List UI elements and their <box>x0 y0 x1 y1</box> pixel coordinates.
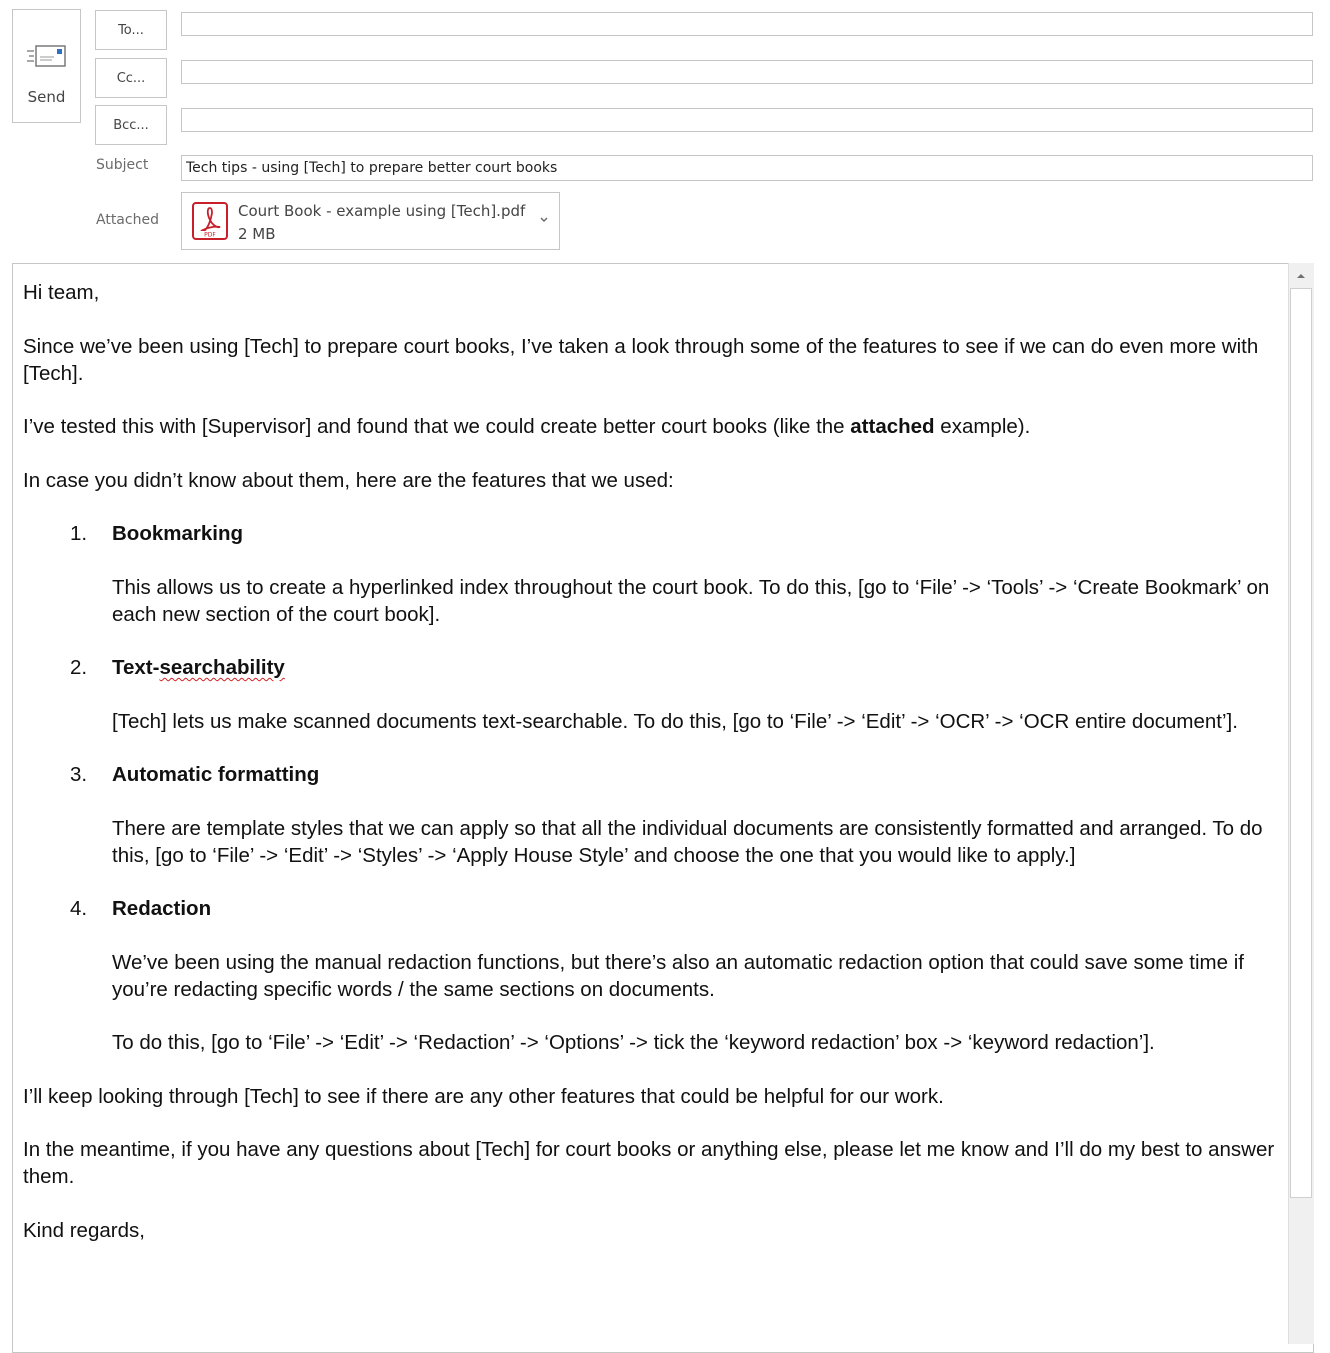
list-number: 4. <box>70 897 88 920</box>
feature-description: There are template styles that we can apply so that all the individual documents are consistently formatted and arranged. To do this, [go to ‘File’ -> ‘Edit’ -> ‘Styles’ -> ‘Apply House Style’ and choose the one that you would like to apply.] <box>112 816 1263 867</box>
paragraph-tested-end: example). <box>934 415 1031 438</box>
feature-item <box>70 520 1283 628</box>
feature-description: To do this, [go to ‘File’ -> ‘Edit’ -> ‘Redaction’ -> ‘Options’ -> tick the ‘keyword redaction’ box -> ‘keyword redaction’]. <box>112 1031 1155 1054</box>
feature-description: We’ve been using the manual redaction functions, but there’s also an automatic redaction option that could save some time if you’re redacting specific words / the same sections on documents. <box>112 950 1244 1001</box>
pdf-icon <box>192 202 228 245</box>
scroll-up-arrow-icon[interactable] <box>1289 265 1313 287</box>
to-button[interactable]: To... <box>95 10 167 50</box>
attachment-chip[interactable] <box>181 192 560 250</box>
paragraph-meantime: In the meantime, if you have any questions about [Tech] for court books or anything else, please let me know and I’ll do my best to answer them. <box>23 1138 1275 1188</box>
paragraph-keep-looking: I’ll keep looking through [Tech] to see if there are any other features that could be helpful for our work. <box>23 1084 944 1108</box>
attached-label: Attached <box>96 212 159 228</box>
bcc-field[interactable] <box>181 108 1313 132</box>
send-button[interactable] <box>12 9 81 123</box>
list-number: 3. <box>70 763 88 786</box>
to-field[interactable] <box>181 12 1313 36</box>
list-number: 1. <box>70 522 88 545</box>
attachment-filename: Court Book - example using [Tech].pdf <box>238 202 526 220</box>
send-label: Send <box>27 88 66 106</box>
svg-text:PDF: PDF <box>204 231 216 239</box>
message-text <box>23 279 1283 1270</box>
cc-button[interactable]: Cc... <box>95 58 167 98</box>
feature-title: Automatic formatting <box>112 763 320 786</box>
scrollbar-thumb[interactable] <box>1290 288 1312 1198</box>
paragraph-tested <box>23 413 1283 440</box>
vertical-scrollbar[interactable] <box>1288 263 1314 1344</box>
spellcheck-underlined-word: searchability <box>159 656 285 679</box>
feature-description: [Tech] lets us make scanned documents text-searchable. To do this, [go to ‘File’ -> ‘Edit’ -> ‘OCR’ -> ‘OCR entire document’]. <box>112 709 1238 733</box>
chevron-down-icon[interactable] <box>539 211 549 229</box>
feature-title: Bookmarking <box>112 522 243 545</box>
closing: Kind regards, <box>23 1218 145 1242</box>
paragraph-intro: Since we’ve been using [Tech] to prepare court books, I’ve taken a look through some of the features to see if we can do even more with [Tech]. <box>23 334 1259 385</box>
subject-field[interactable] <box>181 155 1313 181</box>
paragraph-features-intro: In case you didn’t know about them, here are the features that we used: <box>23 468 674 492</box>
greeting: Hi team, <box>23 281 100 304</box>
feature-item <box>70 895 1283 1056</box>
cc-field[interactable] <box>181 60 1313 84</box>
feature-item <box>70 761 1283 869</box>
feature-item <box>70 654 1283 735</box>
paragraph-tested-text: I’ve tested this with [Supervisor] and found that we could create better court books (like the <box>23 415 851 438</box>
subject-label: Subject <box>96 157 149 173</box>
list-number: 2. <box>70 656 88 679</box>
feature-title: Redaction <box>112 897 212 920</box>
send-envelope-icon <box>26 44 68 75</box>
attached-bold: attached <box>850 415 935 438</box>
feature-title-part: Text- <box>112 656 160 679</box>
feature-title <box>112 654 1283 681</box>
attachment-size: 2 MB <box>238 225 276 243</box>
feature-description: This allows us to create a hyperlinked index throughout the court book. To do this, [go to ‘File’ -> ‘Tools’ -> ‘Create Bookmark’ on each new section of the court book]. <box>112 575 1270 626</box>
bcc-button[interactable]: Bcc... <box>95 105 167 145</box>
